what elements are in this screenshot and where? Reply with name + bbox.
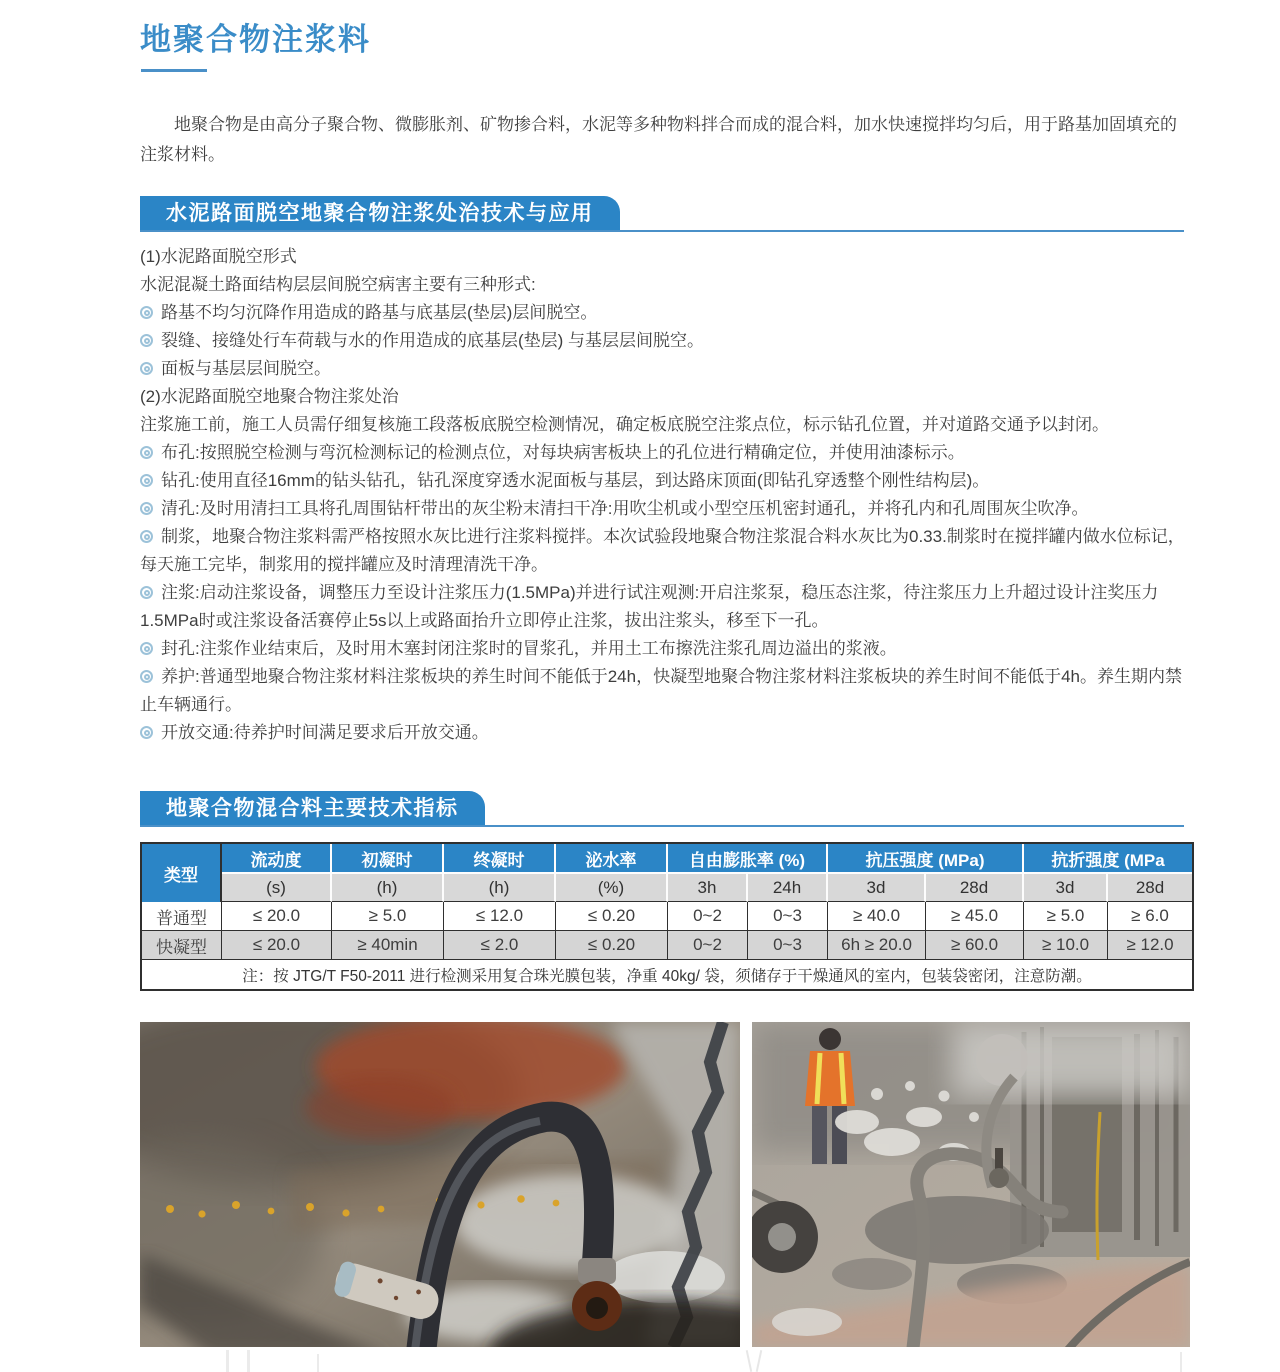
photo-grouting-work — [752, 1022, 1190, 1347]
intro-paragraph: 地聚合物是由高分子聚合物、微膨胀剂、矿物掺合料，水泥等多种物料拌合而成的混合料，加水快速搅拌均匀后，用于路基加固填充的注浆材料。 — [140, 115, 1177, 164]
bullet-line: 养护:普通型地聚合物注浆材料注浆板块的养生时间不能低于24h，快凝型地聚合物注浆材料注浆板块的养生时间不能低于4h。养生期内禁止车辆通行。 — [140, 667, 1182, 714]
bullet-line: 面板与基层层间脱空。 — [140, 355, 1186, 383]
bullet-line: 布孔:按照脱空检测与弯沉检测标记的检测点位，对每块病害板块上的孔位进行精确定位，并使用油漆标示。 — [140, 439, 1186, 467]
photo-left-illustration — [140, 1022, 740, 1347]
photo-right-illustration — [752, 1022, 1190, 1347]
value-cell: ≥ 40.0 — [828, 902, 926, 931]
grout-puddle — [865, 1196, 1049, 1264]
section1-banner-label: 水泥路面脱空地聚合物注浆处治技术与应用 — [166, 202, 594, 225]
value-cell: ≥ 5.0 — [332, 902, 444, 931]
safety-vest — [805, 1051, 855, 1106]
ring-bullet-icon — [140, 306, 153, 319]
table-note: 注：按 JTG/T F50-2011 进行检测采用复合珠光膜包装，净重 40kg/ 袋，须储存于干燥通风的室内，包装袋密闭，注意防潮。 — [242, 967, 1092, 985]
value-cell: 0~3 — [748, 902, 828, 931]
subheader-cell: 3h — [668, 874, 748, 902]
section2-banner-rule — [140, 825, 1184, 827]
page-title: 地聚合物注浆料 — [140, 22, 371, 57]
subheader-cell: 28d — [926, 874, 1024, 902]
value-cell: ≥ 5.0 — [1024, 902, 1108, 931]
section1-banner-rule — [140, 230, 1184, 232]
header-cell: 终凝时 — [444, 844, 556, 874]
ring-bullet-icon — [140, 586, 153, 599]
section2-banner-label: 地聚合物混合料主要技术指标 — [166, 797, 459, 820]
row-type-cell: 普通型 — [142, 902, 222, 931]
text-line: 水泥混凝土路面结构层层间脱空病害主要有三种形式: — [140, 275, 536, 294]
value-cell: ≤ 20.0 — [222, 902, 332, 931]
value-cell: ≥ 45.0 — [926, 902, 1024, 931]
subheader-cell: 3d — [1024, 874, 1108, 902]
bullet-line: 注浆:启动注浆设备，调整压力至设计注浆压力(1.5MPa)并进行试注观测:开启注浆泵，稳压态注浆，待注浆压力上升超过设计注奖压力1.5MPa时或注浆设备活赛停止5s以上或路面抬升立即停止注浆，拔出注浆头，移至下一孔。 — [140, 583, 1159, 630]
bullet-line: 裂缝、接缝处行车荷载与水的作用造成的底基层(垫层) 与基层层间脱空。 — [140, 327, 1186, 355]
text-line: 注浆施工前，施工人员需仔细复核施工段落板底脱空检测情况，确定板底脱空注浆点位，标示钻孔位置，并对道路交通予以封闭。 — [140, 415, 1109, 434]
value-cell: ≥ 12.0 — [1108, 931, 1192, 960]
header-cell: 流动度 — [222, 844, 332, 874]
value-cell: 0~3 — [748, 931, 828, 960]
value-cell: ≥ 40min — [332, 931, 444, 960]
ring-bullet-icon — [140, 670, 153, 683]
section1-content — [140, 243, 1186, 747]
header-cell: 抗折强度 (MPa — [1024, 844, 1192, 874]
row-type-cell: 快凝型 — [142, 931, 222, 960]
header-cell-type: 类型 — [142, 844, 222, 902]
text-line: (2)水泥路面脱空地聚合物注浆处治 — [140, 387, 399, 406]
subheader-cell: 3d — [828, 874, 926, 902]
next-page-ghost-mark — [1180, 1352, 1182, 1372]
ring-bullet-icon — [140, 642, 153, 655]
value-cell: ≥ 6.0 — [1108, 902, 1192, 931]
header-cell: 泌水率 — [556, 844, 668, 874]
subheader-cell: (h) — [332, 874, 444, 902]
bullet-line: 钻孔:使用直径16mm的钻头钻孔，钻孔深度穿透水泥面板与基层，到达路床顶面(即钻孔穿透整个刚性结构层)。 — [140, 467, 1186, 495]
section2-banner — [140, 791, 485, 826]
ring-bullet-icon — [140, 502, 153, 515]
spec-table — [140, 842, 1194, 991]
value-cell: ≤ 12.0 — [444, 902, 556, 931]
subheader-cell: 28d — [1108, 874, 1192, 902]
header-cell: 初凝时 — [332, 844, 444, 874]
bullet-line: 清孔:及时用清扫工具将孔周围钻杆带出的灰尘粉末清扫干净:用吹尘机或小型空压机密封通孔，并将孔内和孔周围灰尘吹净。 — [140, 495, 1186, 523]
title-underline — [141, 69, 207, 72]
header-cell: 自由膨胀率 (%) — [668, 844, 828, 874]
subheader-cell: (%) — [556, 874, 668, 902]
value-cell: ≤ 2.0 — [444, 931, 556, 960]
next-page-ghost-chevron — [745, 1350, 763, 1370]
value-cell: 0~2 — [668, 902, 748, 931]
bullet-line: 封孔:注浆作业结束后，及时用木塞封闭注浆时的冒浆孔，并用土工布擦洗注浆孔周边溢出的浆液。 — [140, 635, 1186, 663]
next-page-ghost-mark — [247, 1350, 250, 1372]
table-note-row — [142, 960, 1192, 989]
worker-head — [819, 1028, 841, 1050]
subheader-cell: (s) — [222, 874, 332, 902]
ring-bullet-icon — [140, 726, 153, 739]
subheader-cell: (h) — [444, 874, 556, 902]
ring-bullet-icon — [140, 446, 153, 459]
value-cell: ≤ 20.0 — [222, 931, 332, 960]
table-subheader-row — [142, 874, 1192, 902]
hose-connector — [578, 1258, 616, 1284]
ring-bullet-icon — [140, 474, 153, 487]
photo-grouting-hole — [140, 1022, 740, 1347]
table-row — [142, 902, 1192, 931]
ring-bullet-icon — [140, 334, 153, 347]
value-cell: ≤ 0.20 — [556, 902, 668, 931]
value-cell: ≤ 0.20 — [556, 931, 668, 960]
table-row — [142, 931, 1192, 960]
value-cell: 0~2 — [668, 931, 748, 960]
value-cell: ≥ 10.0 — [1024, 931, 1108, 960]
ring-bullet-icon — [140, 362, 153, 375]
subheader-cell: 24h — [748, 874, 828, 902]
table-header-row — [142, 844, 1192, 874]
bullet-line: 路基不均匀沉降作用造成的路基与底基层(垫层)层间脱空。 — [140, 299, 1186, 327]
text-line: (1)水泥路面脱空形式 — [140, 247, 297, 266]
header-cell: 抗压强度 (MPa) — [828, 844, 1024, 874]
next-page-ghost-mark — [317, 1354, 319, 1372]
bullet-line: 制浆，地聚合物注浆料需严格按照水灰比进行注浆料搅拌。本次试验段地聚合物注浆混合料水灰比为0.33.制浆时在搅拌罐内做水位标记，每天施工完毕，制浆用的搅拌罐应及时清理清洗干净。 — [140, 527, 1185, 574]
ring-bullet-icon — [140, 530, 153, 543]
section1-banner — [140, 196, 620, 231]
next-page-ghost-mark — [226, 1350, 229, 1372]
value-cell: 6h ≥ 20.0 — [828, 931, 926, 960]
bullet-line: 开放交通:待养护时间满足要求后开放交通。 — [140, 719, 1186, 747]
value-cell: ≥ 60.0 — [926, 931, 1024, 960]
